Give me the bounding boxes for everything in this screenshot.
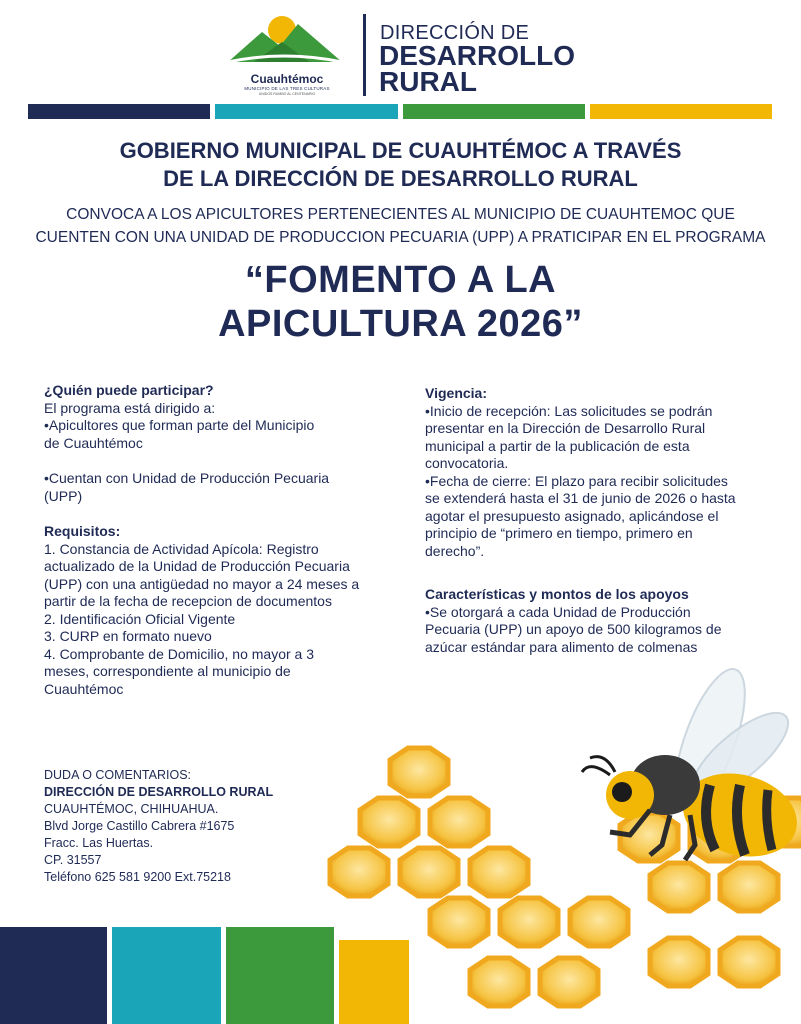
who-item-1: •Apicultores que forman parte del Municipio de Cuauhtémoc — [44, 417, 315, 451]
call-statement-line1: CONVOCA A LOS APICULTORES PERTENECIENTES AL MUNICIPIO DE CUAUHTEMOC QUE — [66, 206, 735, 223]
logo-name: Cuauhtémoc — [250, 72, 324, 86]
right-column — [425, 385, 760, 656]
left-column — [44, 382, 379, 698]
color-bars — [28, 104, 772, 119]
call-statement-line2: CUENTEN CON UNA UNIDAD DE PRODUCCION PECUARIA (UPP) A PRATICIPAR EN EL PROGRAMA — [35, 229, 766, 246]
program-title — [0, 258, 801, 346]
direction-title-line1: DIRECCIÓN DE — [380, 22, 530, 44]
header-divider — [363, 14, 366, 96]
color-bar-teal — [215, 104, 397, 119]
government-heading — [0, 137, 801, 193]
requirement-3: 3. CURP en formato nuevo — [44, 628, 212, 644]
requirements-heading: Requisitos: — [44, 523, 121, 539]
requirement-2: 2. Identificación Oficial Vigente — [44, 610, 236, 627]
validity-item-1: •Inicio de recepción: Las solicitudes se podrán presentar en la Dirección de Desarrollo Rural municipal a partir de la publicación de esta convocatoria. — [425, 402, 713, 471]
contact-block — [44, 767, 344, 886]
government-heading-line2: DE LA DIRECCIÓN DE DESARROLLO RURAL — [163, 166, 638, 191]
call-statement — [0, 203, 801, 249]
who-intro: El programa está dirigido a: — [44, 399, 216, 416]
who-heading: ¿Quién puede participar? — [44, 382, 214, 398]
contact-label: DUDA O COMENTARIOS: — [44, 768, 192, 782]
color-bar-yellow — [590, 104, 772, 119]
bee-icon — [582, 661, 801, 869]
contact-address: Blvd Jorge Castillo Cabrera #1675 — [44, 819, 235, 833]
mountain-sun-logo-icon — [224, 12, 350, 74]
direction-title-line2: DESARROLLO — [379, 40, 575, 71]
bottom-block-yellow — [339, 940, 409, 1024]
government-heading-line1: GOBIERNO MUNICIPAL DE CUAUHTÉMOC A TRAVÉS — [119, 138, 682, 163]
contact-neighborhood: Fracc. Las Huertas. — [44, 836, 154, 850]
who-item-2: •Cuentan con Unidad de Producción Pecuaria (UPP) — [44, 470, 330, 504]
logo-motto: UNIDOS RUMBO AL CENTENARIO — [258, 92, 316, 96]
requirement-1: 1. Constancia de Actividad Apícola: Registro actualizado de la Unidad de Producción Pecuaria (UPP) con una antigüedad no mayor a 24 meses a partir de la fecha de recepcion de documentos — [44, 540, 360, 609]
validity-heading: Vigencia: — [425, 385, 487, 401]
municipal-logo — [224, 12, 350, 102]
contact-postal-code: CP. 31557 — [44, 853, 102, 867]
bottom-block-teal — [112, 927, 221, 1024]
color-bar-navy — [28, 104, 210, 119]
program-title-line1: “FOMENTO A LA — [244, 259, 557, 301]
contact-city: CUAUHTÉMOC, CHIHUAHUA. — [44, 802, 219, 816]
contact-office: DIRECCIÓN DE DESARROLLO RURAL — [44, 785, 274, 799]
bottom-block-navy — [0, 927, 107, 1024]
features-item-1: •Se otorgará a cada Unidad de Producción Pecuaria (UPP) un apoyo de 500 kilogramos de azúcar estándar para alimento de colmenas — [425, 603, 722, 655]
color-bar-green — [403, 104, 585, 119]
requirement-4: 4. Comprobante de Domicilio, no mayor a 3 meses, correspondiente al municipio de Cuauhtémoc — [44, 645, 315, 697]
logo-tagline: MUNICIPIO DE LAS TRES CULTURAS — [244, 86, 330, 91]
validity-item-2: •Fecha de cierre: El plazo para recibir solicitudes se extenderá hasta el 31 de junio de 2026 o hasta agotar el presupuesto asignado, aplicándose el principio de “primero en tiempo, primero en derecho”. — [425, 472, 736, 559]
features-heading: Características y montos de los apoyos — [425, 586, 689, 602]
bottom-block-green — [226, 927, 334, 1024]
direction-title-line3: RURAL — [379, 66, 477, 97]
contact-phone: Teléfono 625 581 9200 Ext.75218 — [44, 870, 231, 884]
program-title-line2: APICULTURA 2026” — [218, 303, 583, 345]
